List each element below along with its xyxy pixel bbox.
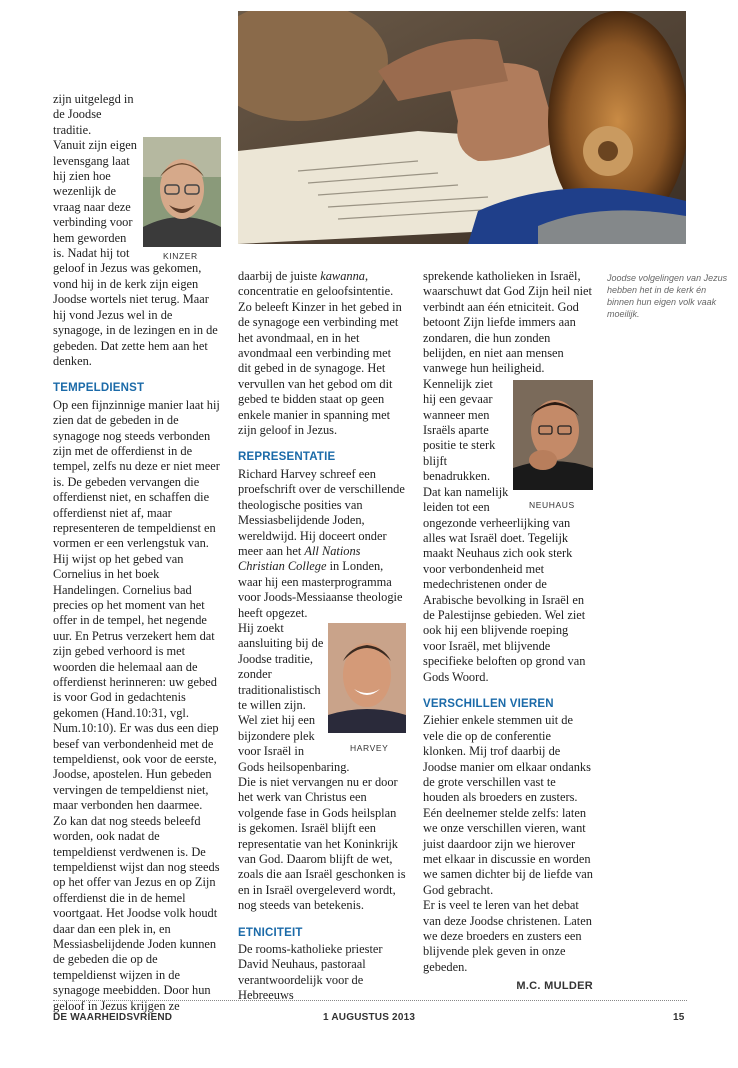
footer-publication: DE WAARHEIDSVRIEND: [53, 1012, 173, 1023]
paragraph: Vanuit zijn eigen levensgang laat hij zien hoe wezenlijk de vraag naar deze verbinding voor hem geworden is. Nadat hij tot geloof in Jezus was gekomen, vond hij in de kerk zijn eigen Joodse wortels niet terug. Maar hij vond Jezus wel in de synagoge, in de lezingen en in de gebeden. Dat zette hem aan het denken.: [53, 138, 218, 368]
harvey-photo: [328, 623, 406, 733]
footer-date: 1 AUGUSTUS 2013: [323, 1012, 416, 1023]
footer-divider: [53, 1000, 687, 1001]
harvey-photo-block: [328, 623, 406, 755]
harvey-caption: HARVEY: [350, 742, 389, 753]
paragraph: Op een fijnzinnige manier laat hij zien dat de gebeden in de synagoge nog steeds verbonden zijn met de offerdienst in de tempel, zelfs nu deze er niet meer is. De gebeden vervangen die offerdienst niet, en schaffen die offerdienst niet af, maar representeren de tempeldienst en vormen er een verlengstuk van.: [53, 397, 220, 551]
neuhaus-photo-block: [513, 380, 593, 512]
paragraph: Hij wijst op het gebed van Cornelius in het boek Handelingen. Cornelius bad precies op het moment van het offer in de tempel, het negende uur. En Petrus verzekert hem dat zijn gebed verhoord is met woorden die helemaal aan de offerdienst herinneren: uw gebed is voor God in gedachtenis gekomen (Hand.10:31, vgl. Num.10:10). Er was dus een diep besef van verbondenheid met de tempeldienst, ook voor de eerste, Joodse, apostelen. Hun gebeden vervingen de tempeldienst niet, maar verbonden hen daarmee.: [53, 551, 219, 813]
author-byline: M.C. MULDER: [516, 980, 593, 993]
paragraph: Kennelijk ziet hij een gevaar wanneer men Israëls aparte positie te sterk blijft benadrukken. Dat kan namelijk leiden tot een ongezonde verheerlijking van alles wat Israël doet. Tegelijk maakt Neuhaus zich ook sterk voor verbondenheid met medechristenen onder de Arabische bevolking in Israël en de Palestijnse gebieden. Wel ziet ook hij een blijvende roeping voor Israël, met blijvende specifieke beloften op grond van Gods Woord.: [423, 376, 586, 684]
section-heading-etniciteit: ETNICITEIT: [238, 926, 303, 939]
section-heading-representatie: REPRESENTATIE: [238, 451, 336, 464]
paragraph: daarbij de juiste kawanna, concentratie en geloofsintentie.: [238, 269, 394, 299]
column-1: [53, 92, 221, 1014]
paragraph: Zo beleeft Kinzer in het gebed in de synagoge een verbinding met het avondmaal, en in het avondmaal een verbinding met dit gebed in de synagoge. Het vervullen van het gebod om dit gebed te bidden staat op geen enkele manier in spanning met zijn geloof in Jezus.: [238, 299, 402, 438]
paragraph: Wel ziet hij een bijzondere plek voor Israël in Gods heilsopenbaring.: [238, 713, 350, 774]
paragraph: De rooms-katholieke priester David Neuhaus, pastoraal verantwoordelijk voor de Hebreeuws: [238, 942, 383, 1003]
paragraph: Ziehier enkele stemmen uit de vele die op de conferentie klonken. Mij trof daarbij de Joodse manier om elkaar ondanks de grote verschillen vast te houden als broeders en zusters. Eén deelnemer stelde zelfs: laten we onze verschillen vieren, want juist daardoor zijn we hierover met elkaar in discussie en worden we samen dichter bij de liefde van God gebracht.: [423, 713, 593, 897]
neuhaus-photo: [513, 380, 593, 490]
footer-page-number: 15: [673, 1012, 685, 1023]
torah-scroll-photo: [238, 11, 686, 244]
paragraph: Hij zoekt aansluiting bij de Joodse traditie, zonder traditionalistisch te willen zijn.: [238, 620, 324, 712]
kinzer-caption: KINZER: [163, 251, 198, 261]
column-2: [238, 269, 406, 1004]
section-heading-tempeldienst: TEMPELDIENST: [53, 382, 145, 395]
photo-side-caption: Joodse volgelingen van Jezus hebben het in de kerk én binnen hun eigen volk vaak moeilijk.: [607, 273, 728, 319]
neuhaus-caption: NEUHAUS: [529, 499, 575, 510]
kinzer-photo-block: [143, 137, 221, 260]
paragraph: Richard Harvey schreef een proefschrift over de verschillende theologische posities van Messiasbelijdende Joden, wereldwijd. Hij doceert onder meer aan het All Nations Christian College in Londen, waar hij een masterprogramma voor Joods-Messiaanse theologie heeft opgezet.: [238, 466, 405, 620]
paragraph: sprekende katholieken in Israël, waarschuwt dat God Zijn heil niet verbindt aan één etniciteit. God betoont Zijn liefde immers aan zondaren, die hun zonden belijden, en niet aan mensen vanwege hun heiligheid.: [423, 269, 592, 376]
section-heading-verschillen-vieren: VERSCHILLEN VIEREN: [423, 697, 554, 710]
paragraph: Die is niet vervangen nu er door het werk van Christus een volgende fase in Gods heilsplan is gekomen. Israël blijft een representatie van het Koninkrijk van God. Daarom blijft de wet, zoals die aan Israël geschonken is en in Israël overgeleverd wordt, nog steeds van betekenis.: [238, 775, 406, 913]
paragraph: zijn uitgelegd in de Joodse traditie.: [53, 92, 134, 137]
column-3: [423, 269, 593, 995]
paragraph: Er is veel te leren van het debat van deze Joodse christenen. Laten we deze broeders en zusters een blijvende plek geven in onze gebeden.: [423, 898, 592, 974]
kinzer-photo: [143, 137, 221, 247]
paragraph: Zo kan dat nog steeds beleefd worden, ook nadat de tempeldienst verdwenen is. De tempeldienst wijst dan nog steeds op het offer van Jezus en op Zijn offerdienst die in de hemel voortgaat. Het Joodse volk houdt daar dan een plek in, en Messiasbelijdende Joden kunnen de gebeden die op de tempeldienst wijzen in de synagoge meebidden. Door hun geloof in Jezus krijgen ze: [53, 813, 220, 1013]
